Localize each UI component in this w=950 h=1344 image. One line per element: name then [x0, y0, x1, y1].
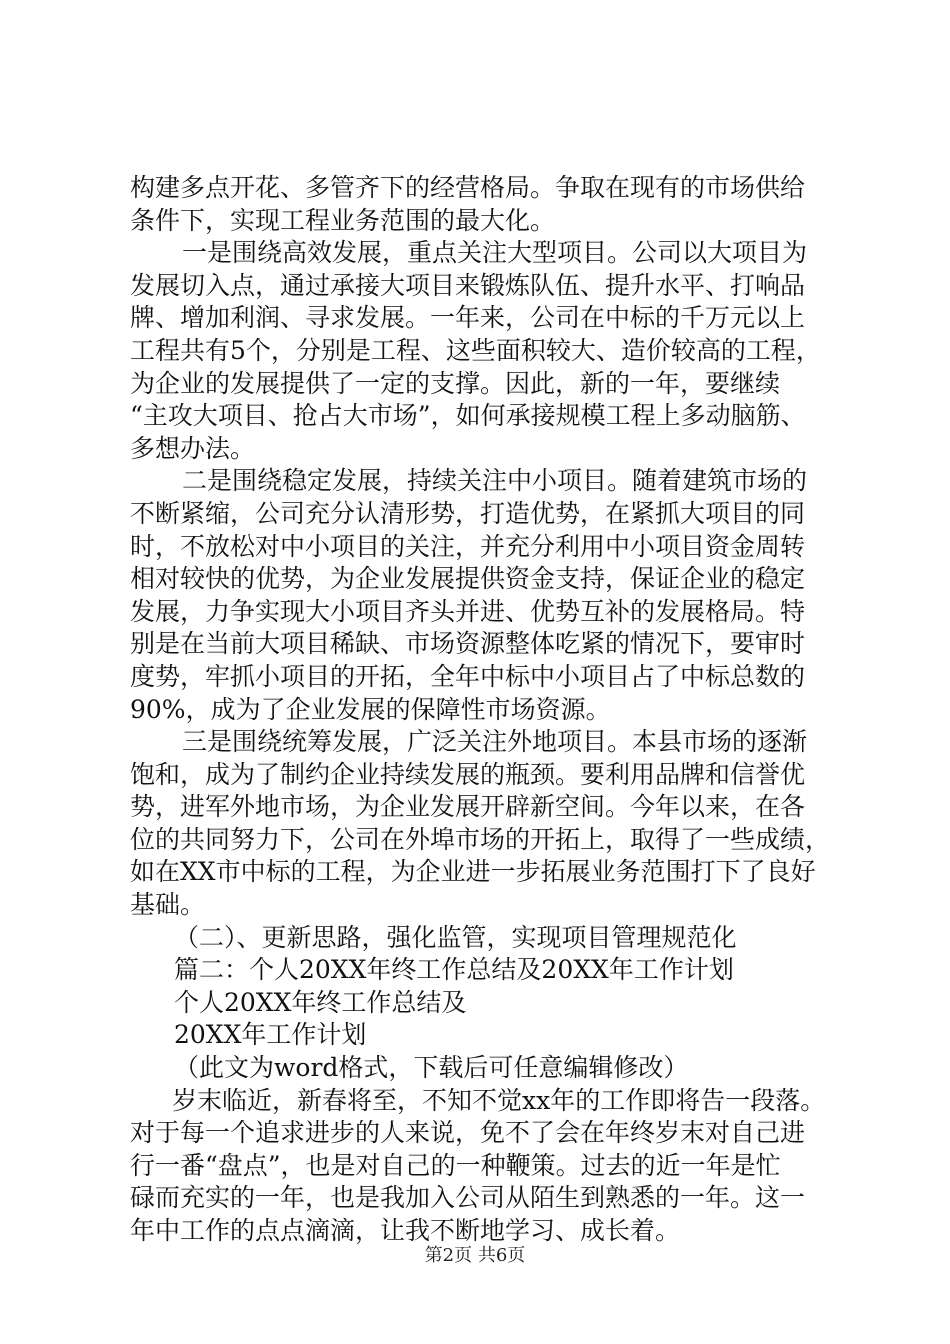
text-line: 多想办法。	[130, 433, 256, 463]
paragraph-start-line: 岁末临近，新春将至，不知不觉xx年的工作即将告一段落。	[172, 1085, 826, 1115]
text-line: 相对较快的优势，为企业发展提供资金支持，保证企业的稳定	[130, 564, 806, 594]
text-line: 90%，成为了企业发展的保障性市场资源。	[130, 694, 611, 724]
text-line: 饱和，成为了制约企业持续发展的瓶颈。要利用品牌和信誉优	[130, 759, 806, 789]
text-line: 度势，牢抓小项目的开拓，全年中标中小项目占了中标总数的	[130, 661, 806, 691]
format-note: （此文为word格式，下载后可任意编辑修改）	[174, 1053, 689, 1083]
text-line: 别是在当前大项目稀缺、市场资源整体吃紧的情况下，要审时	[130, 629, 806, 659]
paragraph-start-line: 一是围绕高效发展，重点关注大型项目。公司以大项目为	[182, 238, 808, 268]
paragraph-start-line: 二是围绕稳定发展，持续关注中小项目。随着建筑市场的	[182, 466, 808, 496]
text-line: 基础。	[130, 890, 206, 920]
text-line: 不断紧缩，公司充分认清形势，打造优势，在紧抓大项目的同	[130, 498, 806, 528]
text-line: 为企业的发展提供了一定的支撑。因此，新的一年，要继续	[130, 368, 781, 398]
text-line: 年中工作的点点滴滴，让我不断地学习、成长着。	[130, 1216, 681, 1245]
text-line: 构建多点开花、多管齐下的经营格局。争取在现有的市场供给	[130, 173, 806, 202]
text-line: 牌、增加利润、寻求发展。一年来，公司在中标的千万元以上	[130, 303, 806, 333]
text-line: 位的共同努力下，公司在外埠市场的开拓上，取得了一些成绩，	[130, 824, 831, 854]
text-line: 时，不放松对中小项目的关注，并充分利用中小项目资金周转	[130, 531, 806, 561]
text-line: 碌而充实的一年，也是我加入公司从陌生到熟悉的一年。这一	[130, 1183, 806, 1213]
article-title: 篇二：个人20XX年终工作总结及20XX年工作计划	[174, 955, 734, 985]
text-line: 势，进军外地市场，为企业发展开辟新空间。今年以来，在各	[130, 792, 806, 822]
text-line: 行一番“盘点”，也是对自己的一种鞭策。过去的近一年是忙	[130, 1150, 781, 1180]
page-footer: 第2页 共6页	[424, 1245, 526, 1266]
section-heading: （二）、更新思路，强化监管，实现项目管理规范化	[174, 922, 737, 952]
text-line: 对于每一个追求进步的人来说，免不了会在年终岁末对自己进	[130, 1118, 806, 1148]
paragraph-start-line: 三是围绕统筹发展，广泛关注外地项目。本县市场的逐渐	[182, 727, 808, 757]
text-line: “主攻大项目、抢占大市场”，如何承接规模工程上多动脑筋、	[130, 401, 806, 431]
article-subtitle-line: 个人20XX年终工作总结及	[174, 987, 467, 1017]
text-line: 如在XX市中标的工程，为企业进一步拓展业务范围打下了良好	[130, 857, 816, 887]
text-line: 条件下，实现工程业务范围的最大化。	[130, 205, 556, 235]
text-line: 工程共有5个，分别是工程、这些面积较大、造价较高的工程，	[130, 335, 821, 365]
text-line: 发展，力争实现大小项目齐头并进、优势互补的发展格局。特	[130, 596, 806, 626]
article-subtitle-line: 20XX年工作计划	[174, 1020, 367, 1050]
document-body	[130, 172, 835, 1248]
text-line: 发展切入点，通过承接大项目来锻炼队伍、提升水平、打响品	[130, 270, 806, 300]
